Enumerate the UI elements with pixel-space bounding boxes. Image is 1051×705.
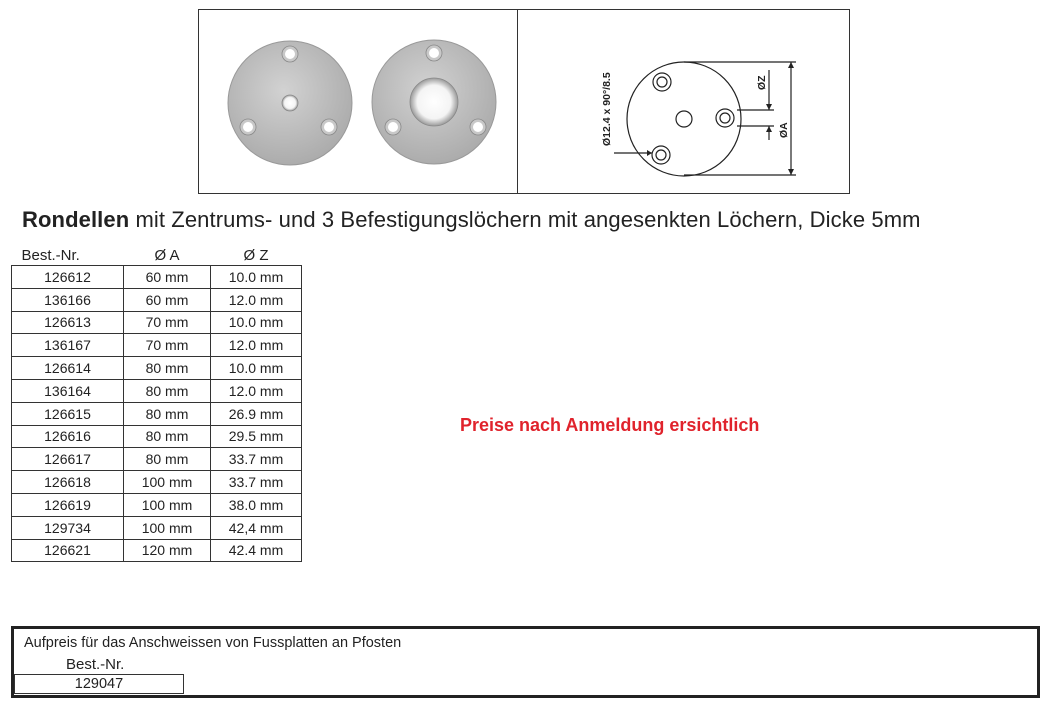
disc-small-center-photo	[228, 41, 352, 165]
cell-diameter-a: 100 mm	[124, 471, 211, 494]
cell-diameter-z: 42,4 mm	[211, 516, 302, 539]
product-table	[11, 245, 302, 562]
cell-diameter-z: 29.5 mm	[211, 425, 302, 448]
hole-dimension-label: Ø12.4 x 90°/8.5	[601, 72, 613, 146]
table-row	[12, 357, 302, 380]
table-row	[12, 493, 302, 516]
cell-diameter-a: 70 mm	[124, 311, 211, 334]
cell-diameter-z: 33.7 mm	[211, 448, 302, 471]
cell-diameter-a: 100 mm	[124, 516, 211, 539]
cell-diameter-a: 70 mm	[124, 334, 211, 357]
cell-diameter-a: 80 mm	[124, 448, 211, 471]
surcharge-order-number: 129047	[14, 674, 184, 694]
cell-order-number: 136167	[12, 334, 124, 357]
cell-diameter-a: 80 mm	[124, 379, 211, 402]
surcharge-title: Aufpreis für das Anschweissen von Fussplatten an Pfosten	[24, 635, 402, 651]
cell-diameter-z: 33.7 mm	[211, 471, 302, 494]
cell-order-number: 126612	[12, 266, 124, 289]
cell-order-number: 136166	[12, 288, 124, 311]
cell-diameter-z: 42.4 mm	[211, 539, 302, 562]
disc-large-center-photo	[372, 40, 496, 164]
cell-diameter-a: 80 mm	[124, 402, 211, 425]
product-illustrations	[199, 10, 851, 195]
surcharge-order-label: Best.-Nr.	[66, 656, 125, 673]
table-header-row	[12, 245, 302, 266]
cell-diameter-z: 38.0 mm	[211, 493, 302, 516]
cell-diameter-z: 10.0 mm	[211, 266, 302, 289]
product-figure	[198, 9, 850, 194]
table-body	[12, 266, 302, 562]
cell-diameter-z: 12.0 mm	[211, 288, 302, 311]
cell-diameter-z: 10.0 mm	[211, 311, 302, 334]
table-row	[12, 288, 302, 311]
table-row	[12, 471, 302, 494]
z-dimension-label: ØZ	[756, 75, 768, 90]
cell-order-number: 126615	[12, 402, 124, 425]
table-row	[12, 266, 302, 289]
cell-order-number: 136164	[12, 379, 124, 402]
cell-order-number: 126617	[12, 448, 124, 471]
table-row	[12, 379, 302, 402]
cell-diameter-a: 60 mm	[124, 266, 211, 289]
price-notice: Preise nach Anmeldung ersichtlich	[460, 415, 760, 435]
table-row	[12, 516, 302, 539]
technical-drawing	[614, 62, 796, 176]
table-row	[12, 334, 302, 357]
cell-diameter-a: 60 mm	[124, 288, 211, 311]
table-row	[12, 311, 302, 334]
cell-order-number: 126621	[12, 539, 124, 562]
cell-diameter-a: 80 mm	[124, 425, 211, 448]
cell-diameter-z: 10.0 mm	[211, 357, 302, 380]
header-order-number: Best.-Nr.	[21, 246, 80, 264]
cell-order-number: 126619	[12, 493, 124, 516]
cell-diameter-z: 12.0 mm	[211, 334, 302, 357]
cell-order-number: 126618	[12, 471, 124, 494]
title-rest: mit Zentrums- und 3 Befestigungslöchern mit angesenkten Löchern, Dicke 5mm	[129, 207, 921, 232]
cell-diameter-a: 80 mm	[124, 357, 211, 380]
cell-diameter-a: 100 mm	[124, 493, 211, 516]
title-bold: Rondellen	[22, 207, 130, 232]
table-row	[12, 425, 302, 448]
a-dimension-label: ØA	[778, 122, 790, 138]
header-diameter-a: Ø A	[154, 246, 180, 264]
header-diameter-z: Ø Z	[243, 246, 269, 264]
cell-diameter-z: 12.0 mm	[211, 379, 302, 402]
table-row	[12, 539, 302, 562]
cell-diameter-z: 26.9 mm	[211, 402, 302, 425]
surcharge-box	[11, 626, 1040, 698]
cell-order-number: 126614	[12, 357, 124, 380]
cell-diameter-a: 120 mm	[124, 539, 211, 562]
table-row	[12, 448, 302, 471]
cell-order-number: 126613	[12, 311, 124, 334]
page-title	[22, 207, 921, 233]
cell-order-number: 126616	[12, 425, 124, 448]
cell-order-number: 129734	[12, 516, 124, 539]
table-row	[12, 402, 302, 425]
